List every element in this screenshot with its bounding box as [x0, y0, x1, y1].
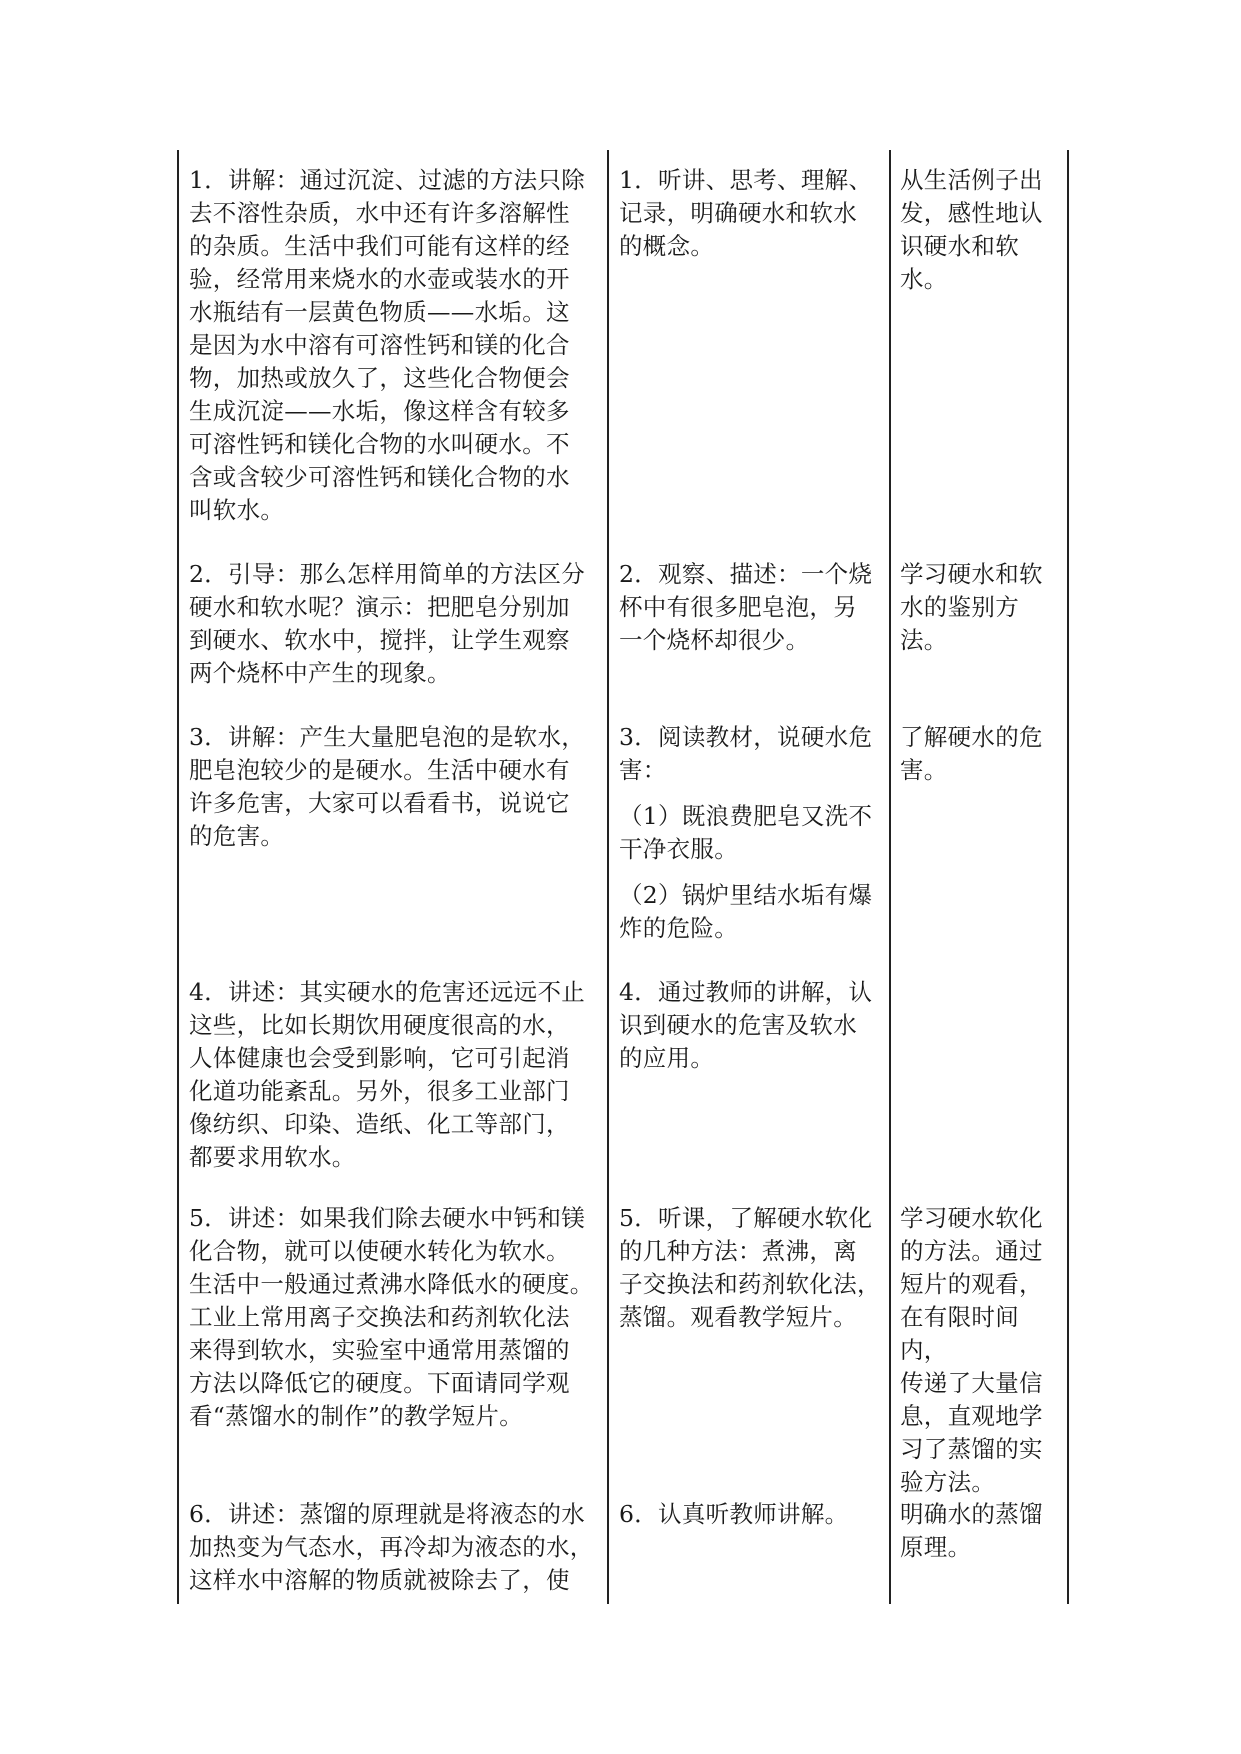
row-1-student-activity: 1．听讲、思考、理解、 记录，明确硬水和软水 的概念。 — [619, 166, 873, 260]
row-3-design-intent: 了解硬水的危 害。 — [900, 723, 1043, 784]
row-5-student-activity: 5．听课，了解硬水软化 的几种方法：煮沸，离 子交换法和药剂软化法， 蒸馏。观看教学短片。 — [619, 1204, 881, 1331]
row-2-teacher-activity: 2．引导：那么怎样用简单的方法区分 硬水和软水呢？演示：把肥皂分别加 到硬水、软水中，搅拌，让学生观察 两个烧杯中产生的现象。 — [189, 560, 586, 687]
row-3-student-item-1: （1）既浪费肥皂又洗不 干净衣服。 — [619, 802, 873, 863]
column-divider-2 — [889, 150, 891, 1604]
row-3-student-item-2: （2）锅炉里结水垢有爆 炸的危险。 — [619, 881, 873, 942]
row-1-design-intent: 从生活例子出 发，感性地认 识硬水和软水。 — [900, 166, 1043, 293]
row-5-teacher-activity: 5．讲述：如果我们除去硬水中钙和镁 化合物，就可以使硬水转化为软水。 生活中一般通过煮沸水降低水的硬度。 工业上常用离子交换法和药剂软化法 来得到软水，实验室中通常用蒸馏的 方法以降低它的硬度。下面请同学观 看“蒸馏水的制作”的教学短片。 — [189, 1204, 594, 1430]
column-divider-1 — [607, 150, 609, 1604]
table-border-right — [1067, 150, 1069, 1604]
row-6-student-activity: 6．认真听教师讲解。 — [619, 1500, 849, 1528]
table-border-left — [177, 150, 179, 1604]
row-4-teacher-activity: 4．讲述：其实硬水的危害还远远不止 这些，比如长期饮用硬度很高的水， 人体健康也会受到影响，它可引起消 化道功能紊乱。另外，很多工业部门 像纺织、印染、造纸、化工等部门， 都要求用软水。 — [189, 978, 586, 1171]
row-5-design-intent: 学习硬水软化 的方法。通过 短片的观看， 在有限时间内， 传递了大量信 息，直观地学 习了蒸馏的实 验方法。 — [900, 1204, 1043, 1496]
row-4-student-activity: 4．通过教师的讲解，认 识到硬水的危害及软水 的应用。 — [619, 978, 873, 1072]
row-1-teacher-activity: 1．讲解：通过沉淀、过滤的方法只除 去不溶性杂质，水中还有许多溶解性 的杂质。生活中我们可能有这样的经 验，经常用来烧水的水壶或装水的开 水瓶结有一层黄色物质——水垢。这 是因为水中溶有可溶性钙和镁的化合 物，加热或放久了，这些化合物便会 生成沉淀——水垢，像这样含有较多 可溶性钙和镁化合物的水叫硬水。不 含或含较少可溶性钙和镁化合物的水 叫软水。 — [189, 166, 586, 524]
row-2-design-intent: 学习硬水和软 水的鉴别方法。 — [900, 560, 1043, 654]
row-3-student-activity: 3．阅读教材，说硬水危 害： — [619, 723, 873, 784]
row-6-design-intent: 明确水的蒸馏 原理。 — [900, 1500, 1043, 1561]
row-6-teacher-activity: 6．讲述：蒸馏的原理就是将液态的水 加热变为气态水，再冷却为液态的水， 这样水中溶解的物质就被除去了，使 — [189, 1500, 594, 1594]
lesson-table — [177, 150, 1069, 1604]
row-3-teacher-activity: 3．讲解：产生大量肥皂泡的是软水， 肥皂泡较少的是硬水。生活中硬水有 许多危害，大家可以看看书，说说它 的危害。 — [189, 723, 586, 850]
row-2-student-activity: 2．观察、描述：一个烧 杯中有很多肥皂泡，另 一个烧杯却很少。 — [619, 560, 873, 654]
